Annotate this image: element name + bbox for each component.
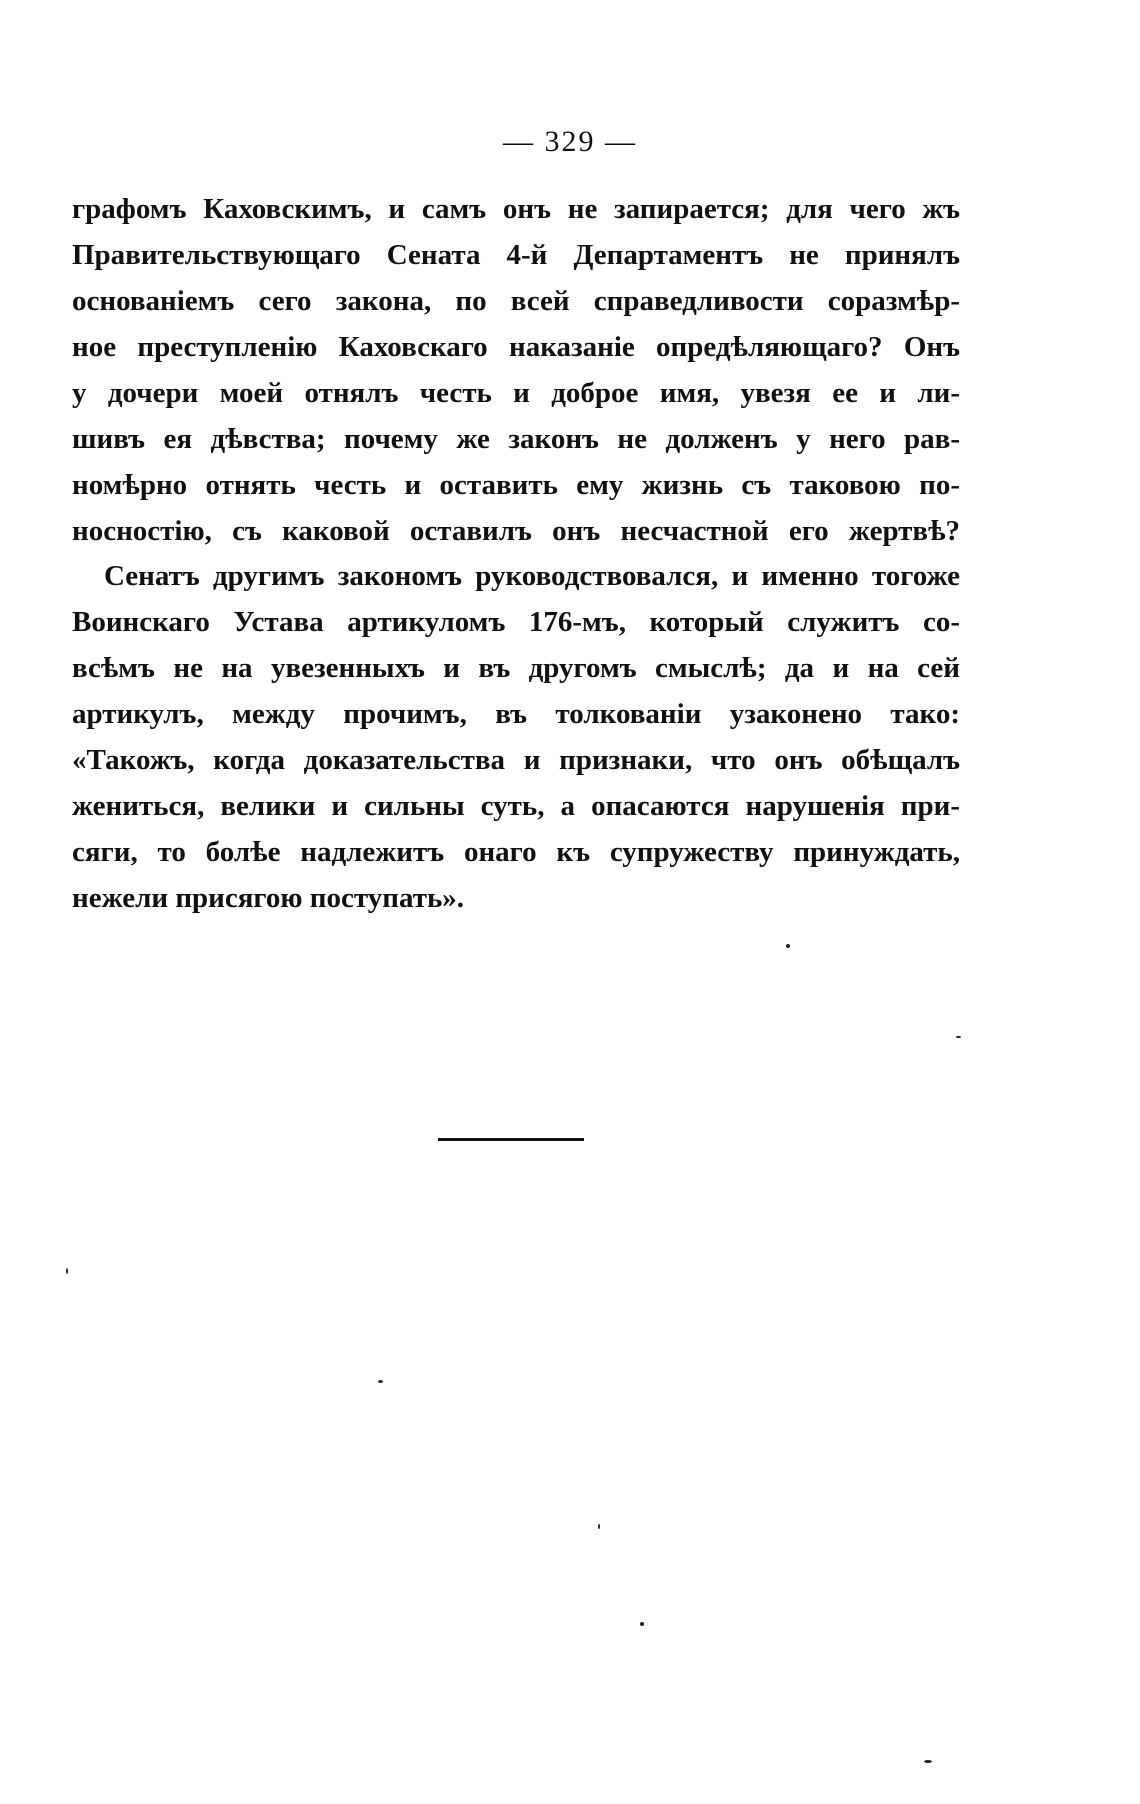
text-line: «Такожъ, когда доказательства и признаки, что онъ обѣщалъ	[72, 744, 960, 776]
text-line: сяги, то болѣе надлежитъ онаго къ супружеству принуждать,	[72, 836, 960, 868]
section-divider	[438, 1138, 584, 1141]
scan-speck	[924, 1760, 932, 1763]
text-line: номѣрно отнять честь и оставить ему жизнь съ таковою по-	[72, 469, 960, 501]
paragraph-1	[72, 186, 960, 554]
text-line: всѣмъ не на увезенныхъ и въ другомъ смыслѣ; да и на сей	[72, 652, 960, 684]
text-line: Сенатъ другимъ закономъ руководствовался, и именно тогоже	[104, 560, 960, 592]
text-line: у дочери моей отнялъ честь и доброе имя, увезя ее и ли-	[72, 377, 960, 409]
text-line: Воинскаго Устава артикуломъ 176-мъ, который служитъ со-	[72, 606, 960, 638]
scan-speck	[66, 1268, 68, 1274]
scan-speck	[786, 944, 790, 948]
text-line: носностію, съ каковой оставилъ онъ несчастной его жертвѣ?	[72, 515, 960, 547]
page-number: — 329 —	[503, 125, 637, 158]
scan-speck	[956, 1036, 961, 1038]
scan-speck	[378, 1380, 383, 1383]
scan-speck	[598, 1524, 600, 1529]
text-line: шивъ ея дѣвства; почему же законъ не долженъ у него рав-	[72, 423, 960, 455]
text-line: ное преступленію Каховскаго наказаніе опредѣляющаго? Онъ	[72, 331, 960, 363]
paragraph-2	[72, 553, 960, 921]
text-line: графомъ Каховскимъ, и самъ онъ не запирается; для чего жъ	[72, 193, 960, 225]
text-line: жениться, велики и сильны суть, а опасаются нарушенія при-	[72, 790, 960, 822]
scan-speck	[640, 1622, 644, 1626]
text-line: артикулъ, между прочимъ, въ толкованіи узаконено тако:	[72, 698, 960, 730]
text-line: основаніемъ сего закона, по всей справедливости соразмѣр-	[72, 285, 960, 317]
text-line: нежели присягою поступать».	[72, 882, 465, 914]
text-line: Правительствующаго Сената 4-й Департаментъ не принялъ	[72, 239, 960, 271]
